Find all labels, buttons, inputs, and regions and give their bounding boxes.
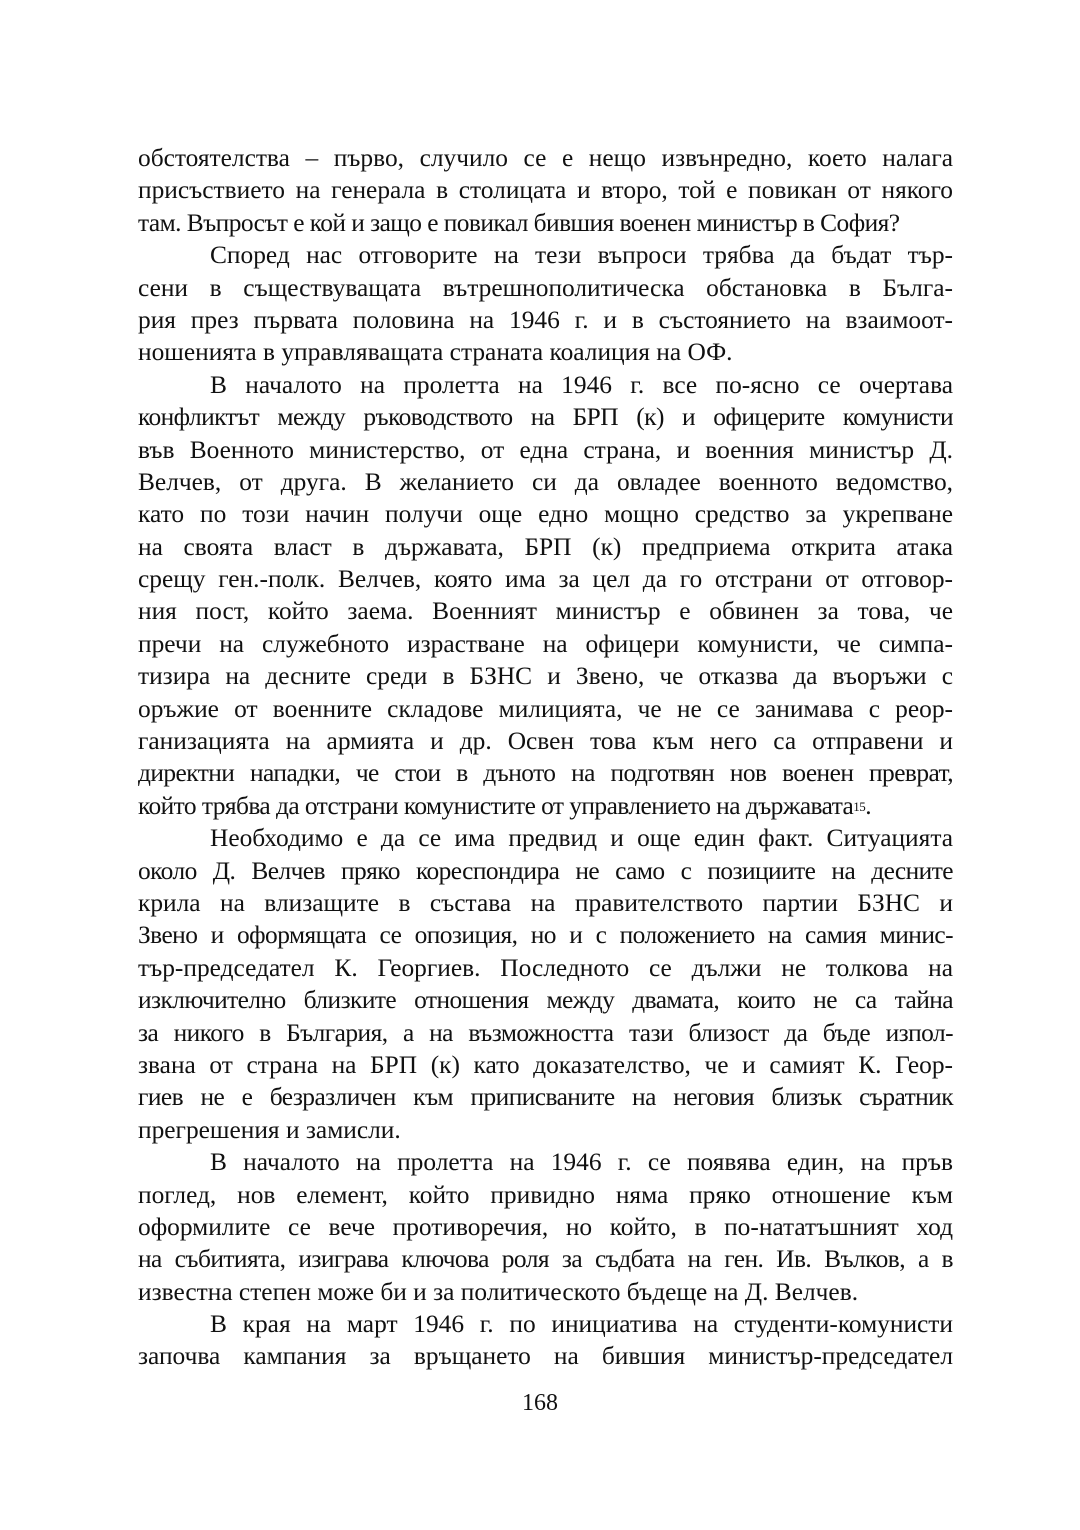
paragraph (138, 369, 953, 822)
text-line: срещу ген.-полк. Велчев, която има за цел да го отстрани от отговор- (138, 565, 953, 594)
text-line: оръжие от военните складове милицията, че не се занимава с реор- (138, 694, 953, 723)
text-line: В началото на пролетта на 1946 г. се появява един, на пръв (210, 1148, 953, 1177)
sentence-end: . (865, 791, 871, 820)
text-line: като по този начин получи още едно мощно средство за укрепване (138, 500, 953, 529)
text-line: ния пост, който заема. Военният министър е обвинен за това, че (138, 597, 953, 626)
text-line-content: който трябва да отстрани комунистите от управлението на държавата (138, 791, 854, 820)
text-line: директни нападки, че стои в дъното на подготвян нов военен преврат, (138, 759, 953, 788)
text-line: Според нас отговорите на тези въпроси трябва да бъдат тър- (210, 241, 953, 270)
text-line: обстоятелства – първо, случило се е нещо извънредно, което налага (138, 144, 953, 172)
paragraph (138, 1146, 953, 1308)
text-line: В края на март 1946 г. по инициатива на студенти-комунисти (210, 1310, 953, 1339)
text-line: на събитията, изиграва ключова роля за съдбата на ген. Ив. Вълков, а в (138, 1245, 953, 1274)
paragraph (138, 142, 953, 239)
text-line (138, 790, 953, 822)
text-line: гиев не е безразличен към приписваните на неговия близък съратник (138, 1083, 953, 1112)
text-line: сени в съществуващата вътрешнополитическа обстановка в Бълга- (138, 273, 953, 302)
page-number: 168 (522, 1390, 558, 1416)
paragraph (138, 1308, 953, 1373)
footnote-reference: 15 (853, 798, 866, 814)
paragraph (138, 822, 953, 1146)
paragraph (138, 239, 953, 369)
text-line: на своята власт в държавата, БРП (к) предприема открита атака (138, 532, 953, 561)
text-line: Необходимо е да се има предвид и още един факт. Ситуацията (210, 824, 953, 853)
text-line: пречи на служебното израстване на офицери комунисти, че симпа- (138, 629, 953, 658)
text-line: звана от страна на БРП (к) като доказателство, че и самият К. Геор- (138, 1050, 953, 1079)
text-line: във Военното министерство, от една страна, и военния министър Д. (138, 435, 953, 464)
text-line: В началото на пролетта на 1946 г. все по-ясно се очертава (210, 370, 953, 399)
text-line: започва кампания за връщането на бившия министър-председател (138, 1342, 953, 1371)
text-line: ганизацията на армията и др. Освен това към него са отправени и (138, 727, 953, 756)
text-line: тър-председател К. Георгиев. Последното се дължи не толкова на (138, 953, 953, 982)
text-line: конфликтът между ръководството на БРП (к) и офицерите комунисти (138, 403, 953, 432)
text-line: крила на влизащите в състава на правителството партии БЗНС и (138, 888, 953, 917)
text-line: за никого в България, а на възможността тази близост да бъде изпол- (138, 1018, 953, 1047)
text-line: тизира на десните среди в БЗНС и Звено, че отказва да въоръжи с (138, 662, 953, 691)
text-line: присъствието на генерала в столицата и второ, той е повикан от някого (138, 176, 953, 205)
text-line: рия през първата половина на 1946 г. и в състоянието на взаимоот- (138, 305, 953, 334)
text-line: поглед, нов елемент, който привидно няма пряко отношение към (138, 1180, 953, 1209)
text-line: около Д. Велчев пряко кореспондира не само с позициите на десните (138, 856, 953, 885)
body-text (138, 142, 953, 1373)
text-line: оформилите се вече противоречия, но който, в по-нататъшният ход (138, 1212, 953, 1241)
text-line: Велчев, от друга. В желанието си да овладее военното ведомство, (138, 467, 953, 496)
text-line: известна степен може би и за политическото бъдеще на Д. Велчев. (138, 1277, 859, 1306)
text-line: изключително близките отношения между двамата, които не са тайна (138, 986, 953, 1015)
text-line: ношенията в управляващата страната коалиция на ОФ. (138, 338, 733, 367)
text-line: прегрешения и замисли. (138, 1115, 401, 1144)
text-line: там. Въпросът е кой и защо е повикал бившия военен министър в София? (138, 208, 900, 237)
text-line: Звено и оформящата се опозиция, но и с положението на самия минис- (138, 921, 953, 950)
